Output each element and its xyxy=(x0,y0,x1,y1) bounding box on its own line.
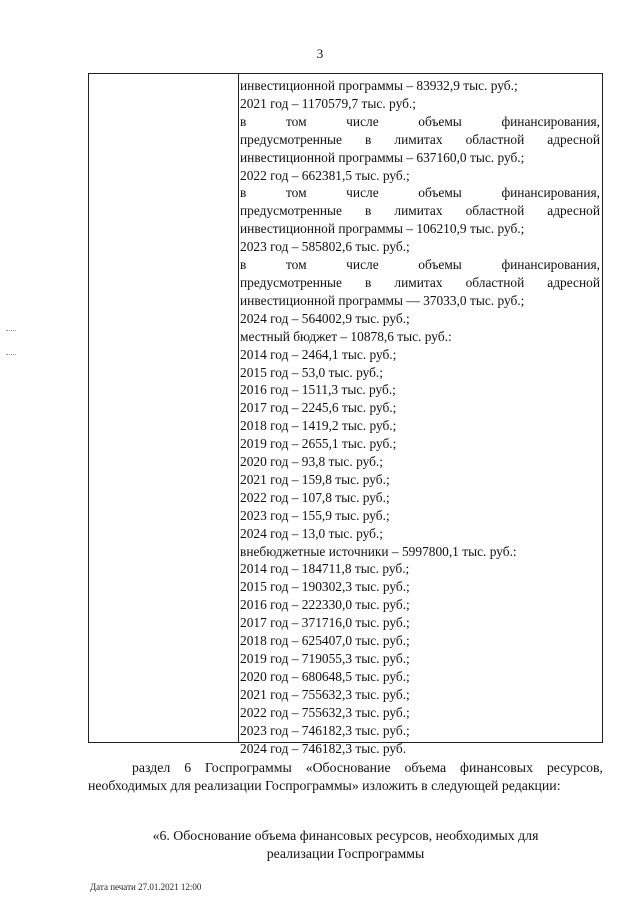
funding-line: инвестиционной программы – 83932,9 тыс. руб.; xyxy=(240,78,518,93)
funding-line: 2016 год – 1511,3 тыс. руб.; xyxy=(240,382,396,398)
funding-line: 2023 год – 155,9 тыс. руб.; xyxy=(240,507,390,523)
section-heading-line1: «6. Обоснование объема финансовых ресурсов, необходимых для xyxy=(152,828,539,843)
funding-line: 2020 год – 680648,5 тыс. руб.; xyxy=(240,668,410,684)
funding-line: 2021 год – 1170579,7 тыс. руб.; xyxy=(240,95,416,111)
funding-line: предусмотренные в лимитах областной адресной xyxy=(240,203,600,219)
funding-line: инвестиционной программы – 106210,9 тыс. руб.; xyxy=(240,221,525,237)
funding-line: 2018 год – 625407,0 тыс. руб.; xyxy=(240,633,410,649)
funding-line: предусмотренные в лимитах областной адресной xyxy=(240,131,600,147)
print-date: Дата печати 27.01.2021 12:00 xyxy=(90,882,202,892)
funding-line: в том числе объемы финансирования, xyxy=(240,185,600,201)
funding-line: 2023 год – 585802,6 тыс. руб.; xyxy=(240,239,410,255)
funding-line: внебюджетные источники – 5997800,1 тыс. руб.: xyxy=(240,543,517,559)
page-number: 3 xyxy=(316,46,324,61)
funding-line: 2015 год – 190302,3 тыс. руб.; xyxy=(240,579,410,595)
funding-line: предусмотренные в лимитах областной адресной xyxy=(240,274,600,290)
funding-line: 2019 год – 2655,1 тыс. руб.; xyxy=(240,436,397,452)
margin-mark xyxy=(6,330,16,332)
funding-line: 2017 год – 2245,6 тыс. руб.; xyxy=(240,400,397,416)
table-right-cell xyxy=(240,77,600,757)
funding-line: 2016 год – 222330,0 тыс. руб.; xyxy=(240,597,410,613)
section-heading-line2: реализации Госпрограммы xyxy=(266,846,425,861)
funding-table xyxy=(88,73,603,756)
funding-line: инвестиционной программы – 637160,0 тыс. руб.; xyxy=(240,149,525,165)
funding-line: инвестиционной программы — 37033,0 тыс. руб.; xyxy=(240,292,525,308)
funding-line: 2018 год – 1419,2 тыс. руб.; xyxy=(240,418,397,434)
funding-line: 2023 год – 746182,3 тыс. руб.; xyxy=(240,722,410,738)
funding-line: 2015 год – 53,0 тыс. руб.; xyxy=(240,364,383,380)
funding-line: 2019 год – 719055,3 тыс. руб.; xyxy=(240,651,410,666)
funding-line: 2022 год – 107,8 тыс. руб.; xyxy=(240,489,390,505)
funding-line: 2022 год – 755632,3 тыс. руб.; xyxy=(240,704,410,720)
funding-line: в том числе объемы финансирования, xyxy=(240,257,600,273)
funding-line: 2014 год – 2464,1 тыс. руб.; xyxy=(240,346,397,362)
section-instruction xyxy=(88,759,603,795)
funding-line: 2021 год – 159,8 тыс. руб.; xyxy=(240,471,390,487)
funding-line: 2017 год – 371716,0 тыс. руб.; xyxy=(240,615,410,631)
funding-line: 2021 год – 755632,3 тыс. руб.; xyxy=(240,686,410,702)
margin-mark xyxy=(6,354,16,356)
section-paragraph: раздел 6 Госпрограммы «Обоснование объема финансовых ресурсов, необходимых для реализации Госпрограммы» изложить в следующей редакции: xyxy=(88,760,603,793)
funding-line: местный бюджет – 10878,6 тыс. руб.: xyxy=(240,328,452,344)
funding-line: 2024 год – 746182,3 тыс. руб. xyxy=(240,740,407,756)
funding-line: 2024 год – 564002,9 тыс. руб.; xyxy=(240,310,410,326)
funding-line: 2020 год – 93,8 тыс. руб.; xyxy=(240,454,383,470)
funding-line: 2014 год – 184711,8 тыс. руб.; xyxy=(240,561,410,577)
table-left-cell xyxy=(89,74,239,742)
section-heading xyxy=(88,827,603,863)
funding-line: 2024 год – 13,0 тыс. руб.; xyxy=(240,525,383,541)
funding-line: в том числе объемы финансирования, xyxy=(240,113,600,129)
funding-line: 2022 год – 662381,5 тыс. руб.; xyxy=(240,167,410,183)
